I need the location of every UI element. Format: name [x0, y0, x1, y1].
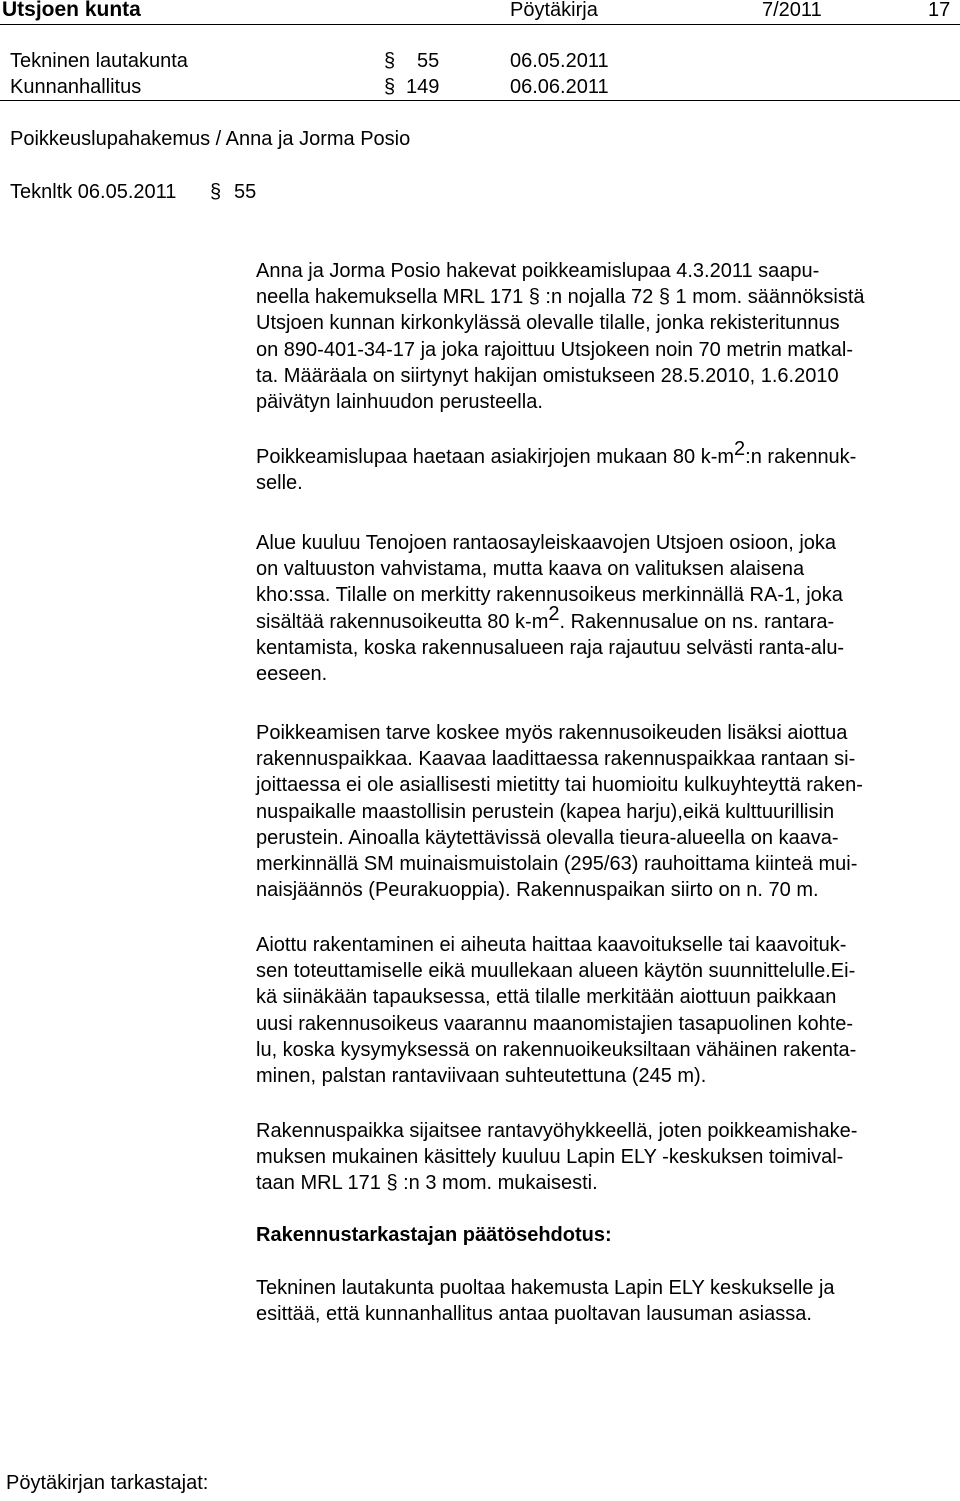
text-run: Poikkeamislupaa haetaan asiakirjojen mukaan 80 k-m — [256, 446, 735, 468]
paragraph — [256, 438, 956, 496]
paragraph — [256, 530, 956, 687]
subject-title: Poikkeuslupahakemus / Anna ja Jorma Posio — [10, 128, 411, 150]
meeting-body: Tekninen lautakunta — [10, 50, 188, 72]
text-run: :n rakennuk- selle. — [256, 446, 857, 495]
section-rule — [0, 100, 960, 101]
paragraph-text — [256, 438, 956, 496]
text-run: Alue kuuluu Tenojoen rantaosayleiskaavojen Utsjoen osioon, joka on valtuuston vahvistama, mutta kaava on valituksen alaisena kho:ssa. Tilalle on merkitty rakennusoikeus merkinnällä RA-1, joka sisältää rakennusoikeutta 80 k-m — [256, 532, 843, 633]
paragraph — [256, 720, 956, 903]
meeting-date: 06.06.2011 — [510, 76, 609, 98]
meeting-body: Kunnanhallitus — [10, 76, 142, 98]
org-name: Utsjoen kunta — [2, 0, 141, 21]
proposal-paragraph — [256, 1275, 956, 1327]
page-header — [0, 0, 960, 22]
page-number: 17 — [928, 0, 951, 21]
paragraph-text: Tekninen lautakunta puoltaa hakemusta Lapin ELY keskukselle ja esittää, että kunnanhallitus antaa puoltavan lausuman asiassa. — [256, 1277, 835, 1326]
header-rule — [0, 24, 960, 25]
paragraph-text — [256, 530, 956, 687]
paragraph — [256, 258, 956, 415]
superscript: 2 — [548, 602, 560, 625]
reference-section: 55 — [234, 181, 257, 203]
text-run: . Rakennusalue on ns. rantara- kentamista, koska rakennusalueen raja rajautuu selvästi ranta-alu- eeseen. — [256, 610, 845, 686]
paragraph-text: Rakennuspaikka sijaitsee rantavyöhykkeellä, joten poikkeamishake- muksen mukainen käsittely kuuluu Lapin ELY -keskuksen toimival- taan MRL 171 § :n 3 mom. mukaisesti. — [256, 1120, 858, 1195]
paragraph-text: Aiottu rakentaminen ei aiheuta haittaa kaavoitukselle tai kaavoituk- sen toteuttamiselle eikä muullekaan alueen käytön suunnittelulle.Ei- kä siinäkään tapauksessa, että tilalle merkitään aiottuun paikkaan uusi rakennusoikeus vaarannu maanomistajien tasapuolinen kohte- lu, koska kysymyksessä on rakennuoikeuksiltaan vähäinen rakenta- minen, palstan rantaviivaan suhteutettuna (245 m). — [256, 934, 857, 1088]
superscript: 2 — [734, 438, 746, 460]
paragraph-text: Anna ja Jorma Posio hakevat poikkeamislupaa 4.3.2011 saapu- neella hakemuksella MRL 171 § :n nojalla 72 § 1 mom. säännöksistä Utsjoen kunnan kirkonkylässä olevalle tilalle, jonka rekisteritunnus on 890-401-34-17 ja joka rajoittuu Utsjokeen noin 70 metrin matkal- ta. Määräala on siirtynyt hakijan omistukseen 28.5.2010, 1.6.2010 päivätyn lainhuudon perusteella. — [256, 260, 865, 414]
section-symbol-icon: § — [384, 76, 396, 98]
proposal-heading — [256, 1222, 956, 1248]
reference-label: Teknltk 06.05.2011 — [10, 181, 177, 203]
paragraph-text: Poikkeamisen tarve koskee myös rakennusoikeuden lisäksi aiottua rakennuspaikkaa. Kaavaa laadittaessa rakennuspaikkaa rantaan si- joittaessa ei ole asiallisesti mietitty tai huomioitu kulkuyhteyttä raken- nuspaikalle maastollisin perustein (kapea harju),eikä kulttuurillisin perustein. Ainoalla käytettävissä olevalla tieura-alueella on kaava- merkinnällä SM muinaismuistolain (295/63) rauhoittama kiinteä mui- naisjäännös (Peurakuoppia). Rakennuspaikan siirto on n. 70 m. — [256, 722, 863, 902]
section-symbol-icon: § — [384, 50, 396, 72]
checkers-label: Pöytäkirjan tarkastajat: — [6, 1472, 209, 1494]
paragraph — [256, 932, 956, 1089]
section-number: 55 — [417, 50, 440, 72]
document-number: 7/2011 — [762, 0, 822, 21]
paragraph — [256, 1118, 956, 1197]
heading-text: Rakennustarkastajan päätösehdotus: — [256, 1224, 612, 1246]
document-type: Pöytäkirja — [510, 0, 598, 21]
section-symbol-icon: § — [210, 181, 222, 203]
meeting-date: 06.05.2011 — [510, 50, 609, 72]
section-number: 149 — [406, 76, 440, 98]
